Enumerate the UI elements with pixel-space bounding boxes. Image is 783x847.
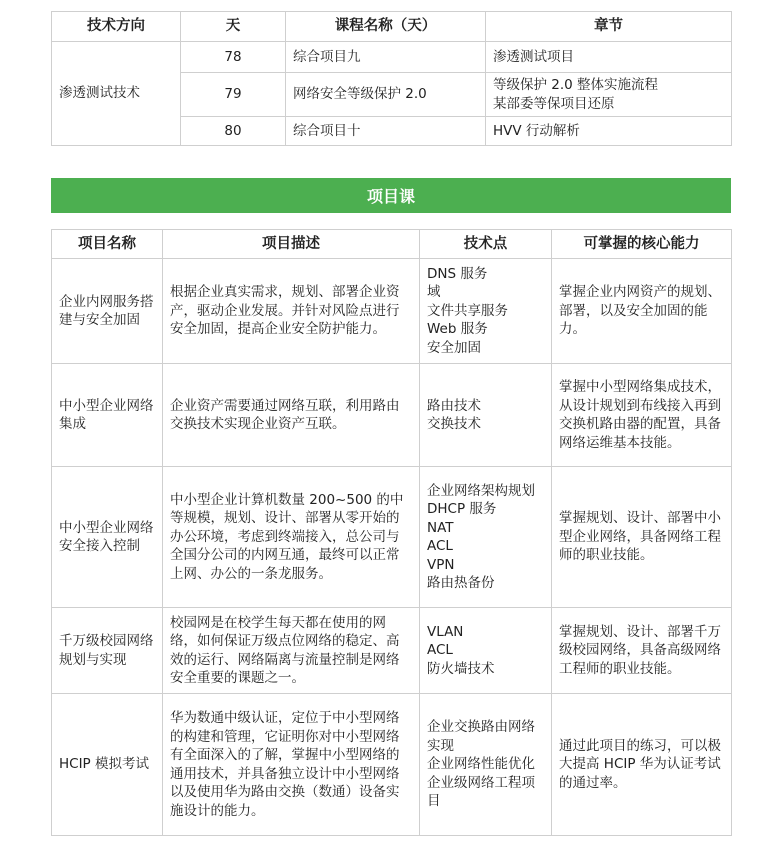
direction-cell: 渗透测试技术: [52, 42, 181, 146]
course-cell: 综合项目九: [286, 42, 486, 73]
core-ability-cell: 通过此项目的练习，可以极大提高 HCIP 华为认证考试的通过率。: [552, 694, 732, 836]
table-row: [52, 694, 732, 836]
table-header-row: [52, 230, 732, 259]
table-row: [52, 608, 732, 694]
day-cell: 79: [181, 73, 286, 117]
header-core-ability: 可掌握的核心能力: [552, 230, 732, 259]
core-ability-cell: 掌握规划、设计、部署千万级校园网络，具备高级网络工程师的职业技能。: [552, 608, 732, 694]
curriculum-table: [51, 11, 732, 146]
tech-points-cell: VLAN ACL 防火墙技术: [420, 608, 552, 694]
chapter-cell: 渗透测试项目: [486, 42, 732, 73]
tech-points-cell: 企业网络架构规划 DHCP 服务 NAT ACL VPN 路由热备份: [420, 467, 552, 608]
project-name-cell: 企业内网服务搭建与安全加固: [52, 259, 163, 364]
header-course: 课程名称（天）: [286, 12, 486, 42]
course-cell: 网络安全等级保护 2.0: [286, 73, 486, 117]
table-row: [52, 467, 732, 608]
project-desc-cell: 中小型企业计算机数量 200~500 的中等规模，规划、设计、部署从零开始的办公环境，考虑到终端接入，总公司与全国分公司的内网互通，最终可以正常上网、办公的一条龙服务。: [163, 467, 420, 608]
table-row: [52, 364, 732, 467]
table-row: [52, 42, 732, 73]
core-ability-cell: 掌握中小型网络集成技术，从设计规划到布线接入再到交换机路由器的配置，具备网络运维基本技能。: [552, 364, 732, 467]
day-cell: 78: [181, 42, 286, 73]
section-banner: 项目课: [51, 178, 731, 213]
table-row: [52, 259, 732, 364]
project-name-cell: 中小型企业网络集成: [52, 364, 163, 467]
tech-points-cell: 路由技术 交换技术: [420, 364, 552, 467]
header-project-desc: 项目描述: [163, 230, 420, 259]
core-ability-cell: 掌握企业内网资产的规划、部署，以及安全加固的能力。: [552, 259, 732, 364]
project-desc-cell: 华为数通中级认证，定位于中小型网络的构建和管理，它证明你对中小型网络有全面深入的了解，掌握中小型网络的通用技术，并具备独立设计中小型网络以及使用华为路由交换（数通）设备实施设计的能力。: [163, 694, 420, 836]
tech-points-cell: 企业交换路由网络实现 企业网络性能优化 企业级网络工程项目: [420, 694, 552, 836]
project-table: [51, 229, 732, 836]
header-chapter: 章节: [486, 12, 732, 42]
project-name-cell: 中小型企业网络安全接入控制: [52, 467, 163, 608]
project-name-cell: HCIP 模拟考试: [52, 694, 163, 836]
table-header-row: [52, 12, 732, 42]
project-desc-cell: 企业资产需要通过网络互联，利用路由交换技术实现企业资产互联。: [163, 364, 420, 467]
project-name-cell: 千万级校园网络规划与实现: [52, 608, 163, 694]
header-direction: 技术方向: [52, 12, 181, 42]
tech-points-cell: DNS 服务 域 文件共享服务 Web 服务 安全加固: [420, 259, 552, 364]
core-ability-cell: 掌握规划、设计、部署中小型企业网络，具备网络工程师的职业技能。: [552, 467, 732, 608]
header-tech-points: 技术点: [420, 230, 552, 259]
chapter-cell: 等级保护 2.0 整体实施流程 某部委等保项目还原: [486, 73, 732, 117]
header-project-name: 项目名称: [52, 230, 163, 259]
project-desc-cell: 校园网是在校学生每天都在使用的网络，如何保证万级点位网络的稳定、高效的运行、网络隔离与流量控制是网络安全重要的课题之一。: [163, 608, 420, 694]
course-cell: 综合项目十: [286, 117, 486, 146]
chapter-cell: HVV 行动解析: [486, 117, 732, 146]
day-cell: 80: [181, 117, 286, 146]
project-desc-cell: 根据企业真实需求，规划、部署企业资产，驱动企业发展。并针对风险点进行安全加固，提高企业安全防护能力。: [163, 259, 420, 364]
header-day: 天: [181, 12, 286, 42]
